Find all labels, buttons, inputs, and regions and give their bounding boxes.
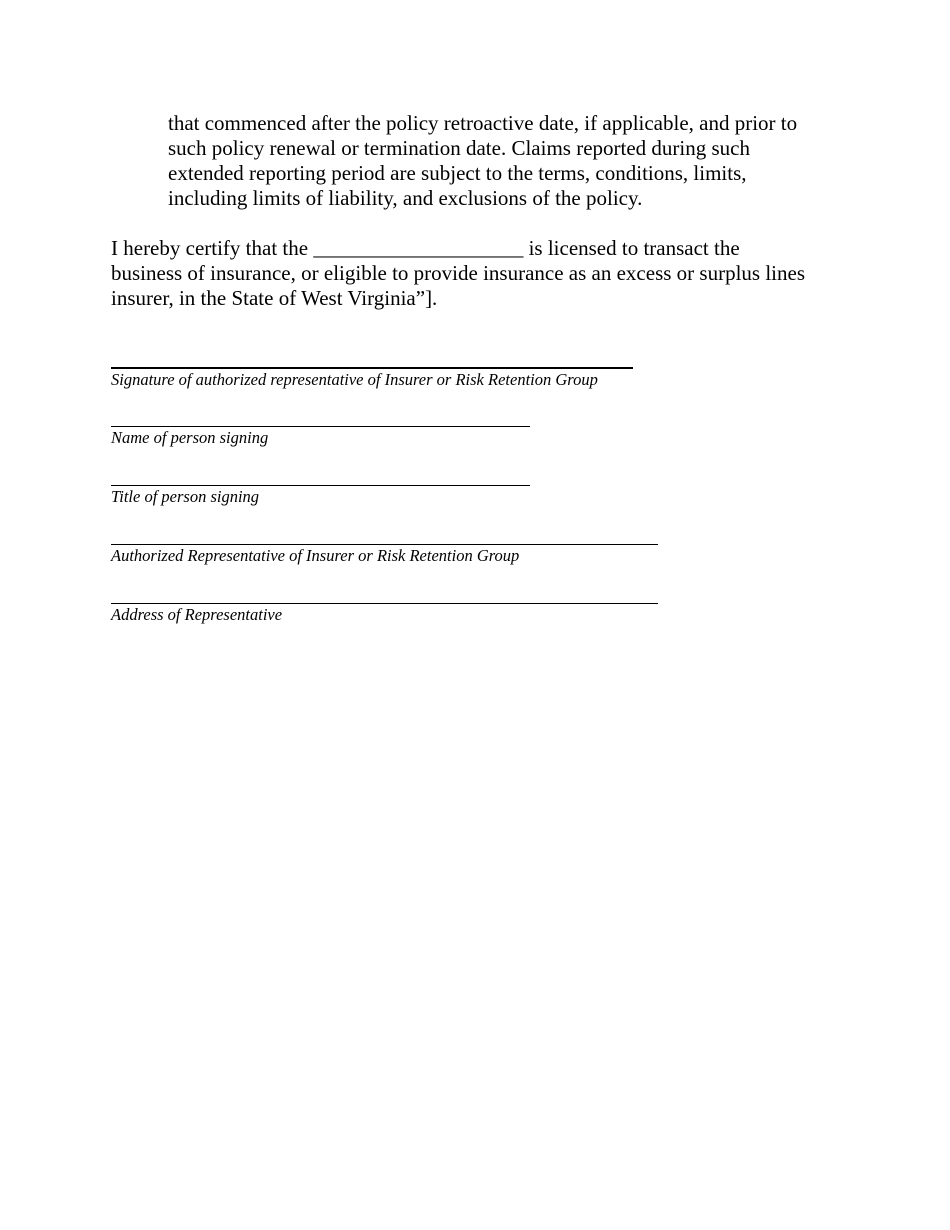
paragraph-line: that commenced after the policy retroactive date, if applicable, and prior to [168,111,798,135]
certification-paragraph [111,236,851,311]
paragraph-line: such policy renewal or termination date. Claims reported during such [168,136,751,160]
name-caption: Name of person signing [111,428,269,447]
address-caption: Address of Representative [111,605,283,624]
continuation-paragraph [168,111,848,211]
signature-field [111,367,633,390]
address-field [111,603,658,625]
title-line [111,485,530,486]
representative-caption: Authorized Representative of Insurer or Risk Retention Group [111,546,520,565]
certification-line: I hereby certify that the ____________________ is licensed to transact the [111,236,740,260]
signature-line [111,367,633,369]
title-field [111,485,530,507]
certification-line: business of insurance, or eligible to provide insurance as an excess or surplus lines [111,261,805,285]
name-line [111,426,530,427]
representative-field [111,544,658,566]
address-line [111,603,658,604]
certification-line: insurer, in the State of West Virginia”]. [111,286,438,310]
paragraph-line: extended reporting period are subject to the terms, conditions, limits, [168,161,747,185]
representative-line [111,544,658,545]
signature-caption: Signature of authorized representative of Insurer or Risk Retention Group [111,370,598,389]
paragraph-line: including limits of liability, and exclusions of the policy. [168,186,643,210]
name-field [111,426,530,448]
title-caption: Title of person signing [111,487,260,506]
